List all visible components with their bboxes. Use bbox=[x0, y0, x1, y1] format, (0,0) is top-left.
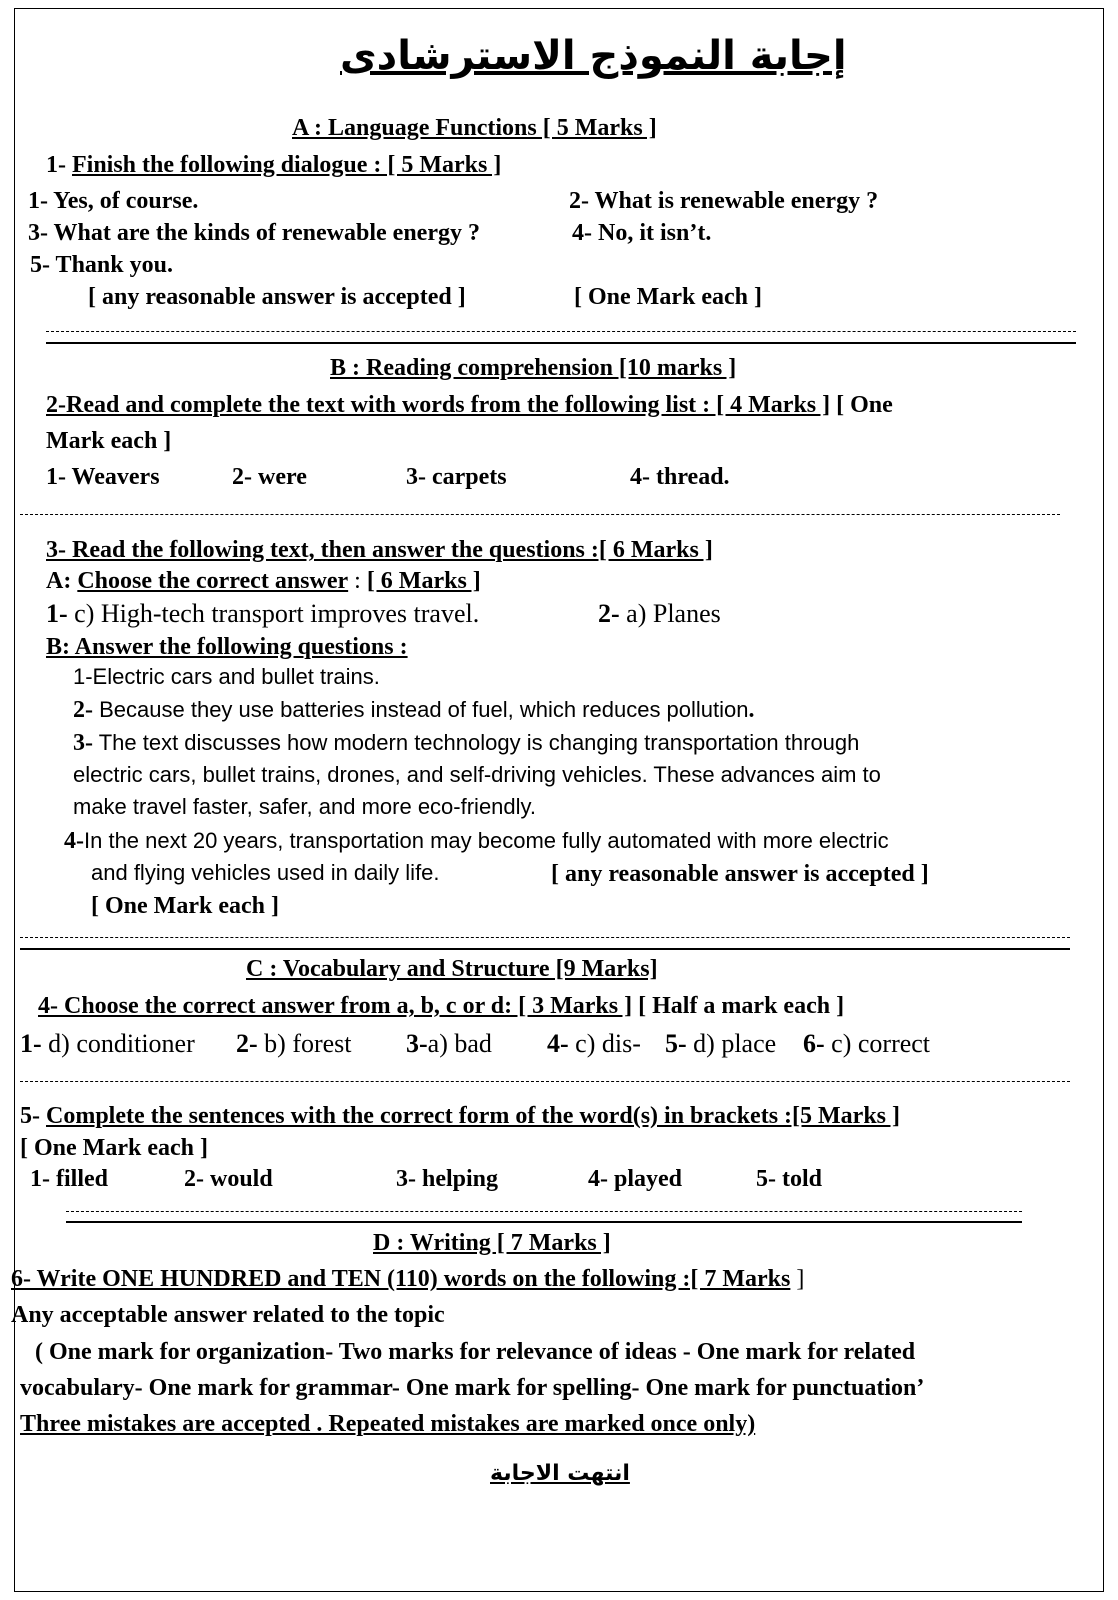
q4-answer bbox=[406, 1030, 492, 1059]
qb-answer-4-line2: and flying vehicles used in daily life. bbox=[91, 860, 440, 885]
q5-answer: 4- played bbox=[588, 1166, 683, 1192]
qa-answer-2 bbox=[598, 600, 721, 629]
qa-answer-1-text: c) High-tech transport improves travel. bbox=[67, 599, 480, 628]
q4-answer-number: 4- bbox=[547, 1029, 569, 1058]
q4-marks: [ Half a mark each ] bbox=[632, 993, 845, 1019]
section-c-heading: C : Vocabulary and Structure [9 Marks] bbox=[246, 956, 658, 982]
q2-title: 2-Read and complete the text with words from the following list : [ 4 Marks ] bbox=[46, 392, 831, 418]
qb-answer-4-number: 4- bbox=[64, 828, 84, 854]
q5-number: 5- bbox=[20, 1103, 46, 1129]
q5-answer: 5- told bbox=[756, 1166, 822, 1192]
q2-answer: 3- carpets bbox=[406, 464, 507, 490]
q4-answer bbox=[236, 1030, 352, 1059]
qa-answer-2-text: a) Planes bbox=[619, 599, 721, 628]
writing-line-3: vocabulary- One mark for grammar- One mark for spelling- One mark for punctuation’ bbox=[20, 1375, 925, 1401]
qb-answer-1: 1-Electric cars and bullet trains. bbox=[73, 664, 380, 689]
q5-answer: 2- would bbox=[184, 1166, 273, 1192]
q5-answer: 3- helping bbox=[396, 1166, 499, 1192]
qb-answer-2-end: . bbox=[748, 697, 755, 723]
q2-answer: 1- Weavers bbox=[46, 464, 160, 490]
q5-marks: [ One Mark each ] bbox=[20, 1135, 208, 1161]
q1-number: 1- bbox=[46, 152, 66, 178]
qb-answer-3-number: 3- bbox=[73, 730, 93, 756]
qb-answer-4-text: In the next 20 years, transportation may become fully automated with more electric bbox=[84, 828, 889, 853]
q5-heading bbox=[20, 1103, 900, 1129]
divider bbox=[66, 1211, 1022, 1212]
qb-marks: [ One Mark each ] bbox=[91, 893, 279, 919]
qb-answer-3-line2: electric cars, bullet trains, drones, and self-driving vehicles. These advances aim to bbox=[73, 762, 881, 787]
q5-title: Complete the sentences with the correct form of the word(s) in brackets :[5 Marks ] bbox=[46, 1103, 901, 1129]
end-note: انتهت الاجابة bbox=[490, 1461, 630, 1486]
q4-heading bbox=[38, 993, 844, 1019]
qb-answer-3-text: The text discusses how modern technology is changing transportation through bbox=[93, 730, 860, 755]
qb-note: [ any reasonable answer is accepted ] bbox=[551, 861, 929, 887]
q4-answer-number: 6- bbox=[803, 1029, 825, 1058]
q4-answer bbox=[547, 1030, 641, 1059]
divider bbox=[20, 937, 1070, 938]
q4-answer-text: c) dis- bbox=[568, 1029, 641, 1058]
q4-answer bbox=[803, 1030, 930, 1059]
qa-colon: : bbox=[348, 568, 367, 594]
writing-line-4: Three mistakes are accepted . Repeated mistakes are marked once only) bbox=[20, 1411, 756, 1437]
q5-answer: 1- filled bbox=[30, 1166, 108, 1192]
q4-answer-text: a) bad bbox=[427, 1029, 492, 1058]
q4-answer-text: d) place bbox=[686, 1029, 777, 1058]
answer-a1: 1- Yes, of course. bbox=[28, 188, 199, 214]
qa-answer-1-number: 1- bbox=[46, 599, 68, 628]
q2-heading bbox=[46, 392, 893, 418]
divider bbox=[20, 948, 1070, 950]
divider bbox=[66, 1221, 1022, 1223]
q4-answer-number: 2- bbox=[236, 1029, 258, 1058]
q6-close: ] bbox=[790, 1266, 805, 1292]
answer-a2: 2- What is renewable energy ? bbox=[569, 188, 879, 214]
qb-answer-3-line3: make travel faster, safer, and more eco-friendly. bbox=[73, 794, 537, 819]
answer-a4: 4- No, it isn’t. bbox=[572, 220, 712, 246]
q1-title: Finish the following dialogue : [ 5 Marks ] bbox=[72, 152, 502, 178]
q4-title: 4- Choose the correct answer from a, b, c or d: [ 3 Marks ] bbox=[38, 993, 633, 1019]
divider bbox=[20, 514, 1060, 515]
qb-answer-4 bbox=[64, 828, 889, 854]
q4-answer bbox=[20, 1030, 195, 1059]
section-a-marks: [ One Mark each ] bbox=[574, 284, 762, 310]
q6-heading bbox=[11, 1266, 804, 1292]
q4-answer-text: d) conditioner bbox=[41, 1029, 195, 1058]
answer-a5: 5- Thank you. bbox=[30, 252, 173, 278]
writing-line-2: ( One mark for organization- Two marks for relevance of ideas - One mark for related bbox=[35, 1339, 916, 1365]
section-a-note: [ any reasonable answer is accepted ] bbox=[88, 284, 466, 310]
divider bbox=[20, 1081, 1070, 1082]
q2-answer: 4- thread. bbox=[630, 464, 730, 490]
answer-a3: 3- What are the kinds of renewable energy ? bbox=[28, 220, 480, 246]
page-title: إجابة النموذج الاسترشادى bbox=[340, 33, 847, 79]
qa-title: Choose the correct answer bbox=[77, 568, 349, 594]
qa-answer-1 bbox=[46, 600, 479, 629]
divider bbox=[46, 331, 1076, 332]
q4-answer bbox=[665, 1030, 776, 1059]
qb-answer-2-text: Because they use batteries instead of fuel, which reduces pollution bbox=[93, 697, 749, 722]
divider bbox=[46, 342, 1076, 344]
qa-answer-2-number: 2- bbox=[598, 599, 620, 628]
q2-answer: 2- were bbox=[232, 464, 307, 490]
q4-answer-number: 1- bbox=[20, 1029, 42, 1058]
qa-marks: [ 6 Marks ] bbox=[366, 568, 481, 594]
qa-heading bbox=[46, 568, 481, 594]
q2-marks: [ One bbox=[836, 392, 893, 418]
section-a-heading: A : Language Functions [ 5 Marks ] bbox=[292, 115, 657, 141]
qa-prefix: A: bbox=[46, 568, 72, 594]
qb-answer-2 bbox=[73, 697, 755, 723]
writing-line-1: Any acceptable answer related to the topic bbox=[11, 1302, 445, 1328]
qb-title: B: Answer the following questions : bbox=[46, 634, 408, 660]
q4-answer-number: 3- bbox=[406, 1029, 428, 1058]
section-d-heading: D : Writing [ 7 Marks ] bbox=[373, 1230, 611, 1256]
q4-answer-text: c) correct bbox=[824, 1029, 931, 1058]
q4-answer-number: 5- bbox=[665, 1029, 687, 1058]
q4-answer-text: b) forest bbox=[257, 1029, 352, 1058]
q2-marks-continued: Mark each ] bbox=[46, 428, 172, 454]
qb-answer-2-number: 2- bbox=[73, 697, 93, 723]
q1-heading bbox=[46, 152, 501, 178]
qb-answer-3 bbox=[73, 730, 859, 756]
section-b-heading: B : Reading comprehension [10 marks ] bbox=[330, 355, 737, 381]
q6-title: 6- Write ONE HUNDRED and TEN (110) words on the following :[ 7 Marks bbox=[11, 1266, 791, 1292]
q3-title: 3- Read the following text, then answer the questions :[ 6 Marks ] bbox=[46, 537, 713, 563]
